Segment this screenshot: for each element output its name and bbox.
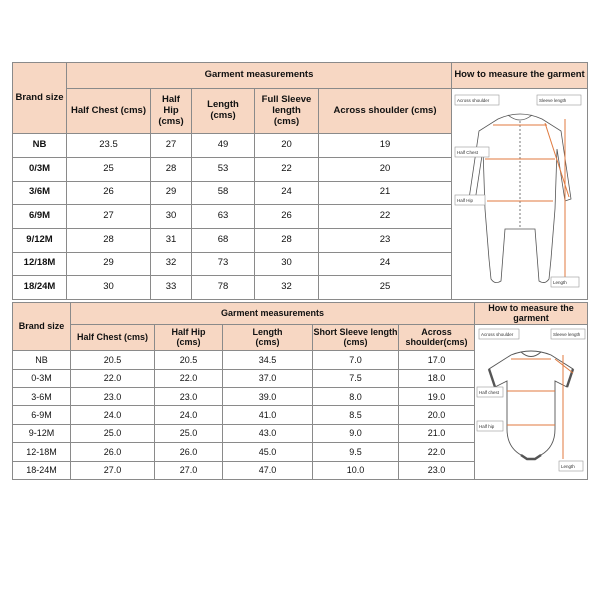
sleepsuit-icon (453, 89, 587, 295)
col-across-shoulder: Across shoulder (cms) (319, 89, 452, 134)
label-length: Length (561, 463, 575, 469)
label-sleeve-length: Sleeve length (538, 98, 566, 103)
table-row: 18/24M 30 33 78 32 25 (13, 276, 588, 300)
label-across-shoulder: Across shoulder (481, 331, 514, 337)
garment-measurements-header: Garment measurements (67, 63, 452, 89)
size-chart-table-sleepsuit (12, 62, 588, 300)
col-half-hip: Half Hip (cms) (151, 89, 192, 134)
brand-size-header: Brand size (13, 303, 71, 351)
col-length: Length (cms) (223, 324, 313, 351)
table-row: 9/12M 28 31 68 28 23 (13, 228, 588, 252)
label-half-chest: Half Chest (456, 150, 478, 155)
col-short-sleeve: Short Sleeve length (cms) (313, 324, 399, 351)
sleepsuit-diagram (452, 89, 588, 300)
col-length: Length (cms) (192, 89, 255, 134)
col-half-hip: Half Hip (cms) (155, 324, 223, 351)
table-row: 12-18M 26.0 26.0 45.0 9.5 22.0 (13, 443, 588, 461)
col-half-chest: Half Chest (cms) (71, 324, 155, 351)
label-across-shoulder: Across shoulder (456, 98, 489, 103)
bodysuit-diagram (475, 324, 588, 479)
garment-measurements-header: Garment measurements (71, 303, 475, 325)
how-to-measure-header: How to measure the garment (475, 303, 588, 325)
col-across-shoulder: Across shoulder(cms) (399, 324, 475, 351)
label-sleeve-length: Sleeve length (553, 331, 581, 337)
table-row: NB 23.5 27 49 20 19 (13, 134, 588, 158)
table-row: 6/9M 27 30 63 26 22 (13, 205, 588, 229)
table-row: 0/3M 25 28 53 22 20 (13, 157, 588, 181)
size-chart-table-bodysuit (12, 302, 588, 480)
table-row: NB 20.5 20.5 34.5 7.0 17.0 (13, 351, 588, 369)
label-length: Length (552, 280, 567, 285)
table-row: 18-24M 27.0 27.0 47.0 10.0 23.0 (13, 461, 588, 479)
table-row: 6-9M 24.0 24.0 41.0 8.5 20.0 (13, 406, 588, 424)
bodysuit-icon (475, 325, 587, 477)
label-half-hip: Half hip (479, 423, 495, 429)
label-half-chest: Half chest (479, 389, 500, 395)
brand-size-header: Brand size (13, 63, 67, 134)
col-full-sleeve: Full Sleeve length (cms) (255, 89, 319, 134)
col-half-chest: Half Chest (cms) (67, 89, 151, 134)
table-row: 0-3M 22.0 22.0 37.0 7.5 18.0 (13, 369, 588, 387)
table-row: 9-12M 25.0 25.0 43.0 9.0 21.0 (13, 424, 588, 442)
table-row: 3-6M 23.0 23.0 39.0 8.0 19.0 (13, 388, 588, 406)
table-row: 3/6M 26 29 58 24 21 (13, 181, 588, 205)
label-half-hip: Half Hip (456, 198, 473, 203)
how-to-measure-header: How to measure the garment (452, 63, 588, 89)
table-row: 12/18M 29 32 73 30 24 (13, 252, 588, 276)
